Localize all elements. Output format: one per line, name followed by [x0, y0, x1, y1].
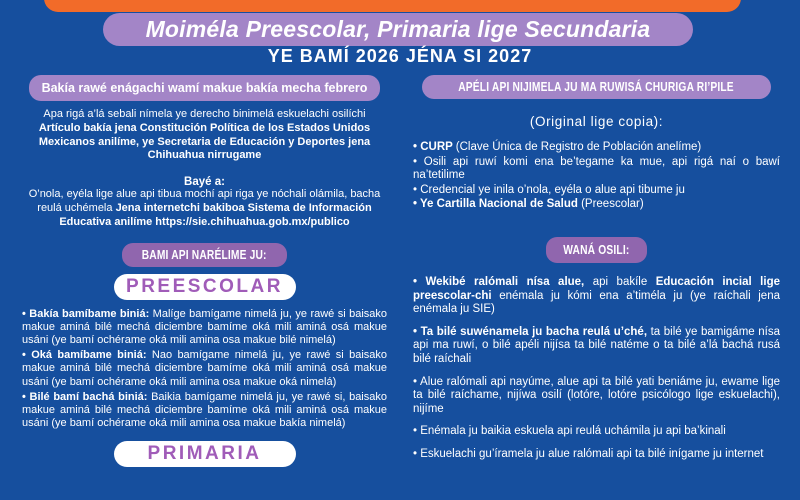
baye-paragraph: O’nola, eyéla lige alue api tibua mochí api riga ye nóchali olámila, bacha reulá uchémela Jena internetchi bakiboa Sistema de Información Educativa anilíme https://sie.chihuahua.gob.mx/publico	[28, 188, 381, 228]
bullet-item: • Eskuelachi gu’íramela ju alue ralómali api ta bilé inígame ju internet	[413, 447, 764, 460]
intro-paragraph: Apa rigá a’lá sebali nímela ye derecho binimelá eskuelachi osilíchi Artículo bakía jena Constitución Política de los Estados Unidos Mexicanos anilíme, ye Secretaria de Educación y Deportes jena Chihuahua nirrugame	[38, 108, 371, 162]
page-title: Moiméla Preescolar, Primaria lige Secundaria	[145, 16, 651, 42]
page-title-badge	[103, 13, 693, 46]
school-year-subtitle: YE BAMÍ 2026 JÉNA SI 2027	[267, 46, 533, 66]
wana-osili-badge-label: WANÁ OSILI:	[563, 242, 630, 257]
registration-dates-badge	[29, 75, 381, 101]
bullet-item: • Ta bilé suwénamela ju bacha reulá u’ché, ta bilé ye bamigáme nísa api ma ruwí, o bilé apéli nijísa ta bilé natéme o ta bilé a’lá bachá rusá bilé raíchali	[413, 325, 780, 365]
baye-label: Bayé a:	[184, 176, 225, 189]
bullet-item: • Oká bamíbame biniá: Nao bamígame nimelá ju, ye rawé si baisako makue aminá bilé mechá diciembre bamíme oká mili aminá osá makue usáni (ye bamí ochérame oká mili amina osa makue oká nimelá)	[22, 349, 388, 388]
original-copy-note: (Original lige copia):	[529, 114, 664, 129]
primaria-heading	[114, 441, 296, 467]
registration-dates-label: Bakía rawé enágachi wamí makue bakía mecha febrero	[41, 81, 368, 95]
bullet-item: • CURP (Clave Única de Registro de Población anelíme)	[413, 141, 702, 153]
bullet-item: • Wekibé ralómali nísa alue, api bakíle Educación incial lige preescolar-chi enémala ju kómi ena a’timéla ju (ye raíchali jena enémala ju SIE)	[413, 275, 780, 316]
documents-badge-label: APÉLI API NIJIMELA JU MA RUWISÁ CHURIGA RI’PILE	[458, 80, 735, 94]
right-column	[413, 75, 780, 471]
preescolar-heading	[114, 274, 296, 300]
bullet-item: • Bilé bamí bachá biniá: Baikia bamígame nimelá ju, ye rawé si, baisako makue aminá bilé mechá diciembre bamíme oká mili aminá osá makue usáni (ye bamí ochérame oká mili amina osa makue bakía nimelá)	[22, 390, 387, 430]
bullet-item: • Osili api ruwí komi ena be’tegame ka mue, api rigá naí o bawí na’tetilime	[413, 155, 780, 182]
bullet-item: • Enémala ju baikia eskuela api reulá uchámila ju api ba’kinali	[413, 425, 726, 438]
primaria-heading-label: PRIMARIA	[147, 443, 262, 465]
bullet-item: • Ye Cartilla Nacional de Salud (Preescolar)	[413, 198, 644, 211]
bullet-item: • Alue ralómali api nayúme, alue api ta bilé yati beniáme ju, ewame lige ta bilé raíchame, nijíwa osilí (lotóre, lotóre psicólogo lige eskuelachi), nijíme	[413, 375, 780, 415]
levels-section-label: BAMI API NARÉLIME JU:	[142, 247, 267, 262]
bullet-item: • Credencial ye inila o’nola, eyéla o alue api tibume ju	[413, 183, 685, 196]
top-orange-bar	[44, 0, 741, 12]
levels-section-badge	[122, 243, 286, 267]
preescolar-heading-label: PREESCOLAR	[126, 275, 283, 297]
bullet-item: • Bakía bamíbame biniá: Malíge bamígame nimelá ju, ye rawé si baisako makue aminá bilé mechá diciembre bamíme oká mili aminá osá makue usáni (ye bamí ochérame oká mili amina osa makue bilé nimelá)	[22, 307, 387, 346]
wana-osili-badge	[546, 237, 647, 263]
left-column	[22, 75, 387, 467]
documents-list	[413, 141, 780, 212]
wana-osili-list	[413, 276, 780, 462]
documents-badge	[422, 75, 770, 99]
preescolar-requirements-list	[22, 308, 387, 431]
